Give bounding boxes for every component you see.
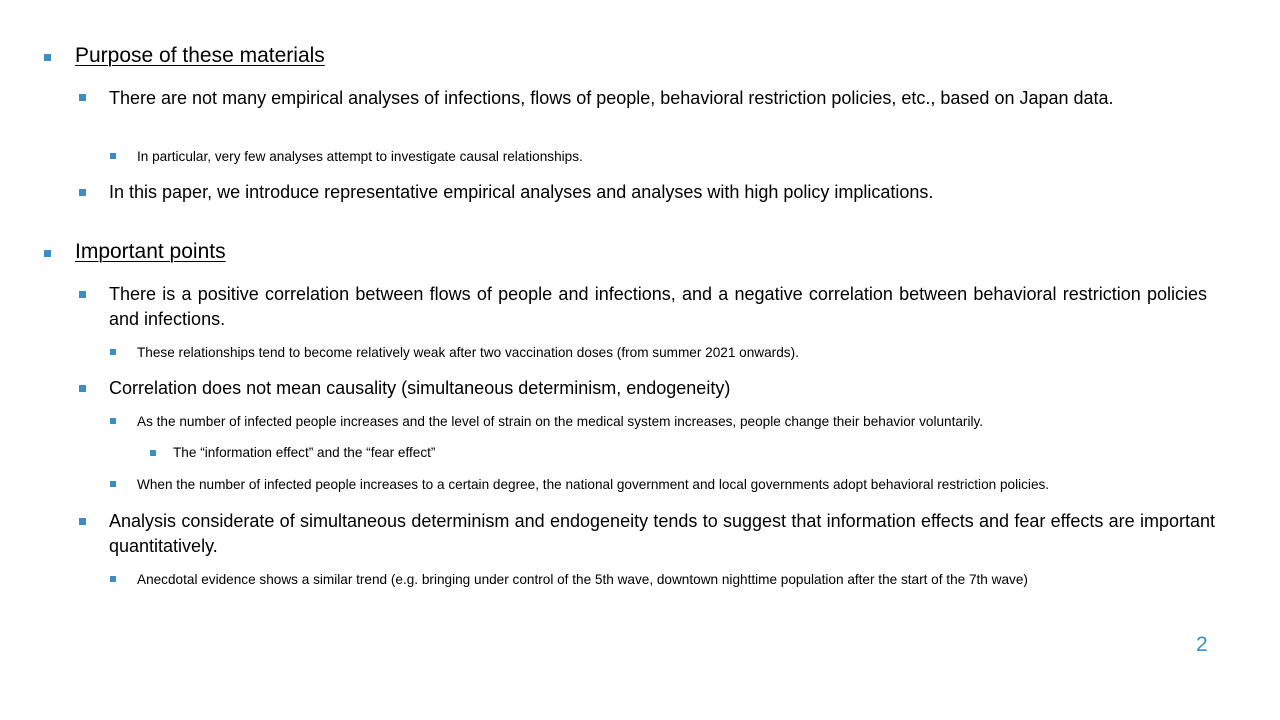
list-item: There is a positive correlation between flows of people and infections, and a negative correlation between behavioral restriction policies and infections. [109, 284, 1207, 329]
list-item: These relationships tend to become relatively weak after two vaccination doses (from summer 2021 onwards). [137, 345, 799, 360]
bullet-icon [79, 385, 86, 392]
section-heading-purpose: Purpose of these materials [75, 44, 325, 67]
list-item: The “information effect” and the “fear effect” [173, 445, 436, 460]
section-heading-important: Important points [75, 240, 226, 263]
page-number: 2 [1196, 633, 1208, 656]
sub-bullet-icon [110, 349, 116, 355]
sub-bullet-icon [110, 481, 116, 487]
list-item: Analysis considerate of simultaneous determinism and endogeneity tends to suggest that information effects and fear effects are important quantitatively. [109, 511, 1215, 556]
list-item: In particular, very few analyses attempt to investigate causal relationships. [137, 149, 583, 164]
section-bullet-icon [44, 54, 51, 61]
sub-bullet-icon [110, 418, 116, 424]
bullet-icon [79, 189, 86, 196]
bullet-icon [79, 291, 86, 298]
list-item: As the number of infected people increases and the level of strain on the medical system increases, people change their behavior voluntarily. [137, 414, 984, 429]
list-item: Anecdotal evidence shows a similar trend (e.g. bringing under control of the 5th wave, downtown nighttime population after the start of the 7th wave) [137, 572, 1028, 587]
sub-bullet-icon [110, 153, 116, 159]
list-item: When the number of infected people increases to a certain degree, the national government and local governments adopt behavioral restriction policies. [137, 477, 1050, 492]
list-item: There are not many empirical analyses of infections, flows of people, behavioral restriction policies, etc., based on Japan data. [109, 88, 1114, 108]
section-bullet-icon [44, 250, 51, 257]
sub-sub-bullet-icon [150, 450, 156, 456]
list-item: In this paper, we introduce representative empirical analyses and analyses with high policy implications. [109, 182, 934, 202]
list-item: Correlation does not mean causality (simultaneous determinism, endogeneity) [109, 378, 731, 398]
sub-bullet-icon [110, 576, 116, 582]
bullet-icon [79, 518, 86, 525]
bullet-icon [79, 94, 86, 101]
